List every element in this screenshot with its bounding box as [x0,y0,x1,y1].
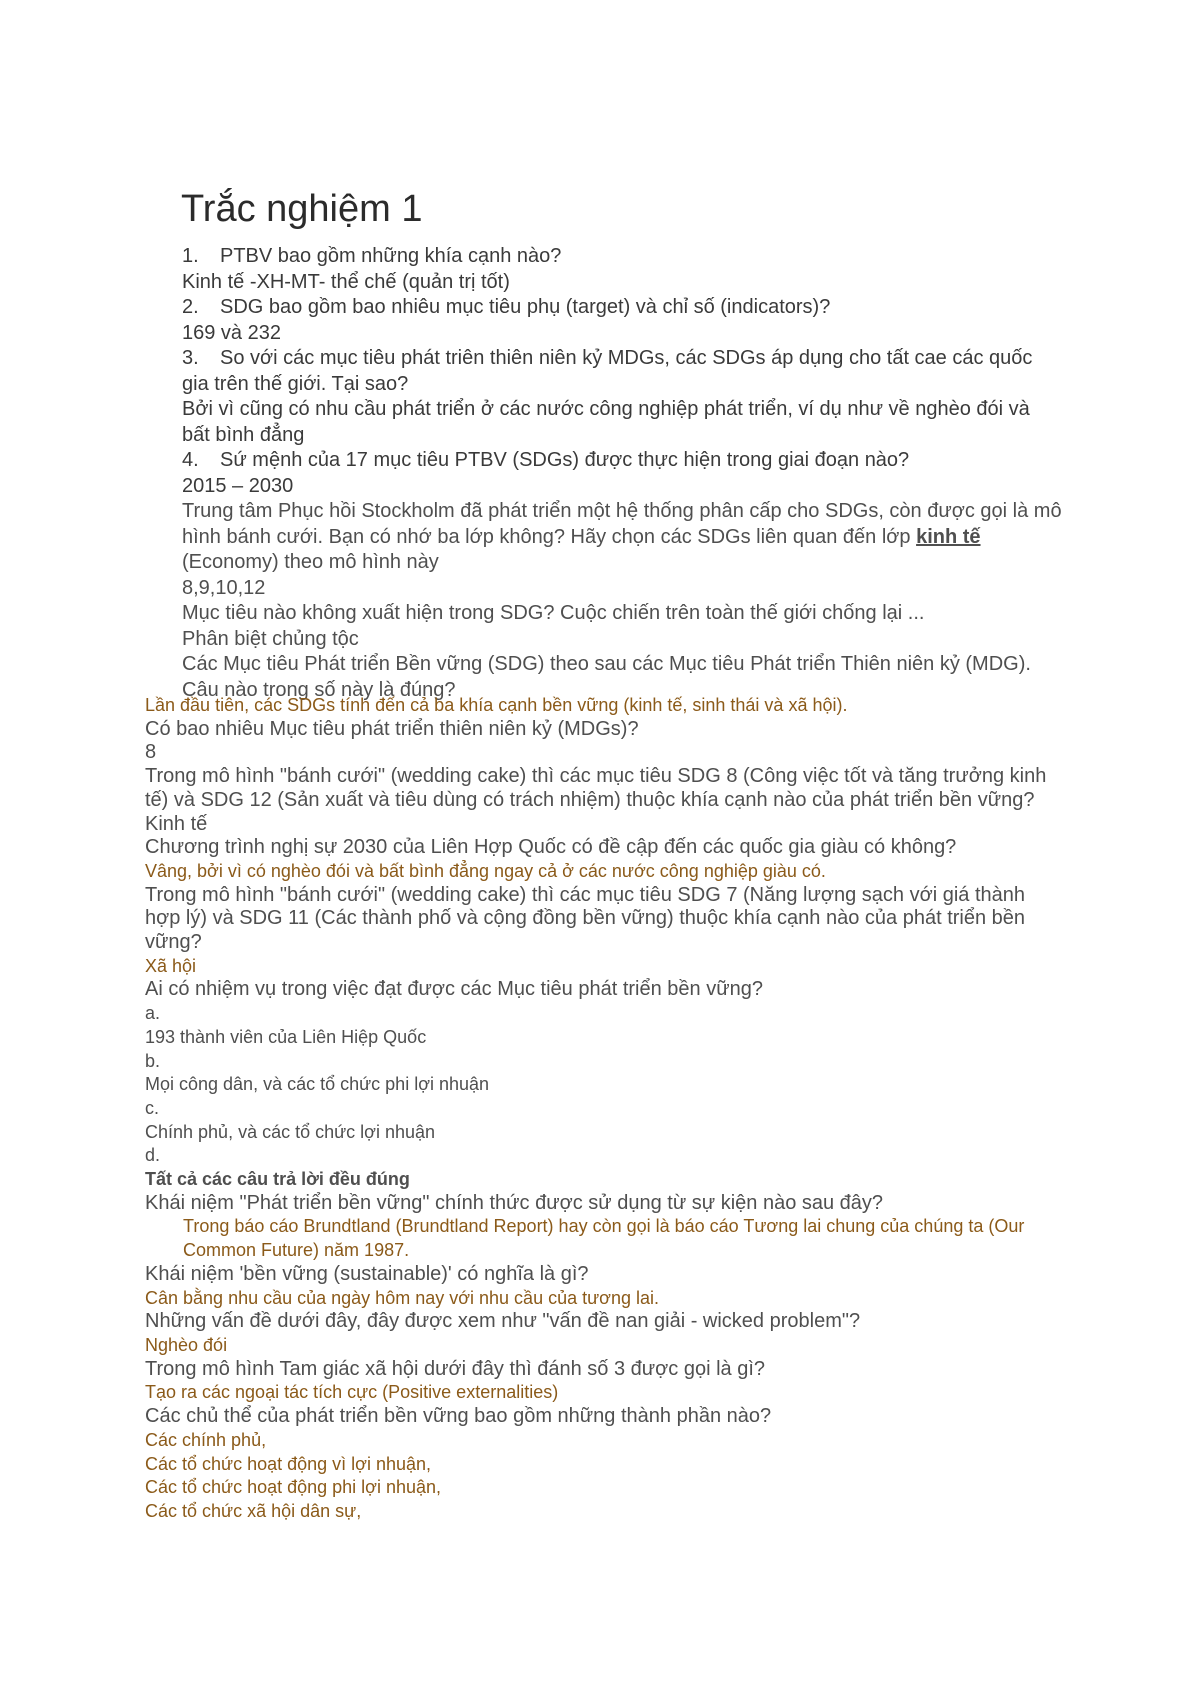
question-5 [182,499,1062,576]
answer-10: Vâng, bởi vì có nghèo đói và bất bình đẳng ngay cả ở các nước công nghiệp giàu có. [145,860,826,881]
question-text-end: (Economy) theo mô hình này [182,551,439,573]
question-keyword: kinh tế [916,525,981,548]
question-text: Sứ mệnh của 17 mục tiêu PTBV (SDGs) được thực hiện trong giai đoạn nào? [220,449,910,471]
question-8: Có bao nhiêu Mục tiêu phát triển thiên niên kỷ (MDGs)? [145,717,639,740]
option-letter-c: c. [145,1097,160,1118]
answer-15: Nghèo đói [145,1334,228,1355]
question-7: Các Mục tiêu Phát triển Bền vững (SDG) theo sau các Mục tiêu Phát triển Thiên niên kỷ (MDG). Câu nào trong số này là đúng? [182,653,1031,701]
question-text: So với các mục tiêu phát triên thiên niên kỷ MDGs, các SDGs áp dụng cho tất cae các quốc gia trên thế giới. Tại sao? [182,347,1033,395]
answer-2: 169 và 232 [182,321,281,344]
option-letter-b: b. [145,1050,161,1071]
answer-13: Trong báo cáo Brundtland (Brundtland Report) hay còn gọi là báo cáo Tương lai chung của chúng ta (Our Common Future) năm 1987. [183,1216,1025,1261]
question-12: Ai có nhiệm vụ trong việc đạt được các Mục tiêu phát triển bền vững? [145,978,763,1001]
question-13: Khái niệm "Phát triển bền vững" chính thức được sử dụng từ sự kiện nào sau đây? [145,1191,884,1214]
question-number: 3. [182,347,199,369]
question-16: Trong mô hình Tam giác xã hội dưới đây thì đánh số 3 được gọi là gì? [145,1357,766,1380]
answer-17-item: Các tổ chức hoạt động vì lợi nhuận, [145,1453,432,1474]
option-letter-d: d. [145,1145,161,1166]
answer-9: Kinh tế [145,812,208,835]
question-number: 2. [182,296,199,318]
question-4 [182,448,1062,474]
option-text-a: 193 thành viên của Liên Hiệp Quốc [145,1026,427,1047]
page-title: Trắc nghiệm 1 [181,188,423,230]
answer-8: 8 [145,741,157,764]
option-text-d-correct: Tất cả các câu trả lời đều đúng [145,1169,410,1190]
answer-14: Cân bằng nhu cầu của ngày hôm nay với nhu cầu của tương lai. [145,1287,659,1308]
question-text: SDG bao gồm bao nhiêu mục tiêu phụ (target) và chỉ số (indicators)? [220,296,831,318]
question-14: Khái niệm 'bền vững (sustainable)' có nghĩa là gì? [145,1262,589,1285]
answer-1: Kinh tế -XH-MT- thể chế (quản trị tốt) [182,270,510,293]
quiz-section-1 [182,244,1062,703]
answer-6: Phân biệt chủng tộc [182,627,359,650]
question-6: Mục tiêu nào không xuất hiện trong SDG? Cuộc chiến trên toàn thế giới chống lại ... [182,602,925,624]
answer-17-item: Các chính phủ, [145,1429,267,1450]
answer-5: 8,9,10,12 [182,576,266,599]
question-2 [182,295,1062,321]
option-text-b: Mọi công dân, và các tổ chức phi lợi nhuận [145,1074,490,1095]
answer-16: Tạo ra các ngoại tác tích cực (Positive externalities) [145,1382,559,1403]
question-text-start: Trung tâm Phục hồi Stockholm đã phát triển một hệ thống phân cấp cho SDGs, còn được gọi là mô hình bánh cưới. Bạn có nhớ ba lớp không? Hãy chọn các SDGs liên quan đến lớp [182,500,1062,548]
question-17: Các chủ thể của phát triển bền vững bao gồm những thành phần nào? [145,1405,772,1428]
question-number: 4. [182,449,199,471]
question-10: Chương trình nghị sự 2030 của Liên Hợp Quốc có đề cập đến các quốc gia giàu có không? [145,836,957,859]
option-letter-a: a. [145,1003,161,1024]
question-3 [182,346,1062,397]
question-number: 1. [182,245,199,267]
answer-17-item: Các tổ chức hoạt động phi lợi nhuận, [145,1477,442,1498]
answer-17-item: Các tổ chức xã hội dân sự, [145,1500,362,1521]
answer-7: Lần đầu tiên, các SDGs tính đến cả ba khía cạnh bền vững (kinh tế, sinh thái và xã hội). [145,695,848,715]
answer-11: Xã hội [145,955,197,976]
quiz-section-2 [145,694,1065,1524]
question-11: Trong mô hình "bánh cưới" (wedding cake) thì các mục tiêu SDG 7 (Năng lượng sạch với giá thành hợp lý) và SDG 11 (Các thành phố và cộng đồng bền vững) thuộc khía cạnh nào của phát triển bền vững? [145,883,1026,954]
answer-3: Bởi vì cũng có nhu cầu phát triển ở các nước công nghiệp phát triển, ví dụ như về nghèo đói và bất bình đẳng [182,398,1030,446]
question-15: Những vấn đề dưới đây, đây được xem như "vấn đề nan giải - wicked problem"? [145,1310,861,1333]
question-9: Trong mô hình "bánh cưới" (wedding cake) thì các mục tiêu SDG 8 (Công việc tốt và tăng trưởng kinh tế) và SDG 12 (Sản xuất và tiêu dùng có trách nhiệm) thuộc khía cạnh nào của phát triển bền vững? [145,765,1047,811]
question-1 [182,244,1062,270]
question-text: PTBV bao gồm những khía cạnh nào? [220,245,562,267]
answer-4: 2015 – 2030 [182,474,294,497]
option-text-c: Chính phủ, và các tổ chức lợi nhuận [145,1121,436,1142]
